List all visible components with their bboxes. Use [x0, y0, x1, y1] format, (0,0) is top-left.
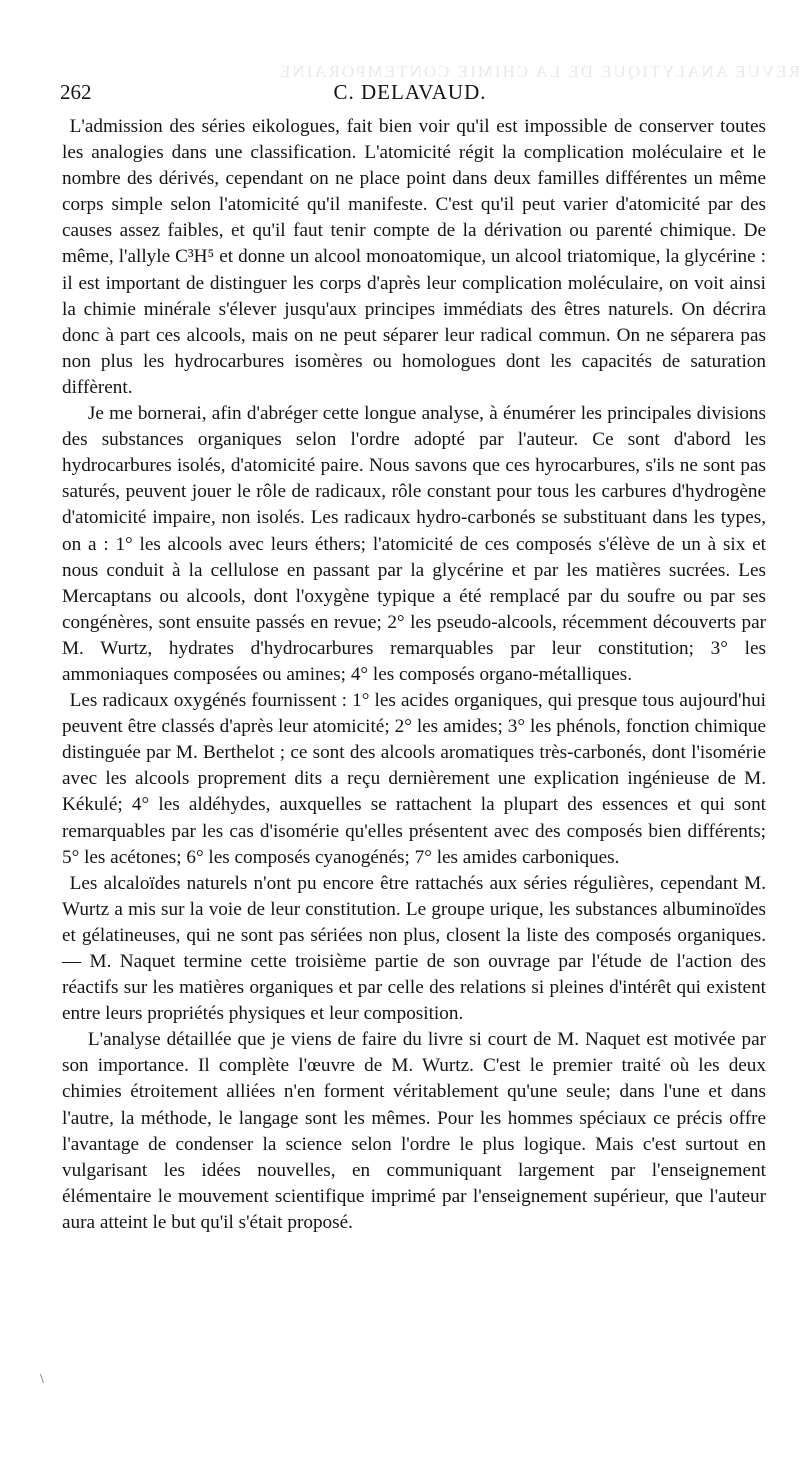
paragraph-4: Les alcaloïdes naturels n'ont pu encore être rattachés aux séries régulières, cependant M. Wurtz a mis sur la voie de leur constitution. Le groupe urique, les substances albuminoïdes et gélatineuses, qui ne sont pas sériées non plus, closent la liste des composés organiques. — M. Naquet termine cette troisième partie de son ouvrage par l'étude de l'action des réactifs sur les matières organiques et par celle des relations si pleines d'intérêt qui existent entre leurs propriétés physiques et leur composition. — [62, 872, 766, 1025]
paragraph-5: L'analyse détaillée que je viens de faire du livre si court de M. Naquet est motivée par son importance. Il complète l'œuvre de M. Wurtz. C'est le premier traité où les deux chimies étroitement alliées n'en forment véritablement qu'une seule; dans l'une et dans l'autre, la méthode, le langage sont les mêmes. Pour les hommes spéciaux ce précis offre l'avantage de condenser la science selon l'ordre le plus logique. Mais c'est surtout en vulgarisant les idées nouvelles, en communiquant largement par l'enseignement élémentaire le mouvement scientifique imprimé par l'enseignement supérieur, que l'auteur aura atteint le but qu'il s'était proposé. — [62, 1029, 766, 1233]
running-head: C. DELAVAUD. — [333, 80, 487, 104]
page-header — [60, 80, 760, 110]
page-number: 262 — [60, 80, 92, 104]
body-text — [62, 114, 766, 1236]
paragraph-3: Les radicaux oxygénés fournissent : 1° les acides organiques, qui presque tous aujourd'hui peuvent être classés d'après leur atomicité; 2° les amides; 3° les phénols, fonction chimique distinguée par M. Berthelot ; ce sont des alcools aromatiques très-carbonés, dont l'isomérie avec les alcools proprement dits a reçu dernièrement une explication ingénieuse de M. Kékulé; 4° les aldéhydes, auxquelles se rattachent la plupart des essences et qui sont remarquables par les cas d'isomérie qu'elles présentent avec des composés bien différents; 5° les acétones; 6° les composés cyanogénés; 7° les amides carboniques. — [62, 690, 766, 868]
paragraph-2: Je me bornerai, afin d'abréger cette longue analyse, à énumérer les principales divisions des substances organiques selon l'ordre adopté par l'auteur. Ce sont d'abord les hydrocarbures isolés, d'atomicité paire. Nous savons que ces hyrocarbures, s'ils ne sont pas saturés, peuvent jouer le rôle de radicaux, rôle constant pour tous les carbures d'hydrogène d'atomicité impaire, non isolés. Les radicaux hydro-carbonés se substituant dans les types, on a : 1° les alcools avec leurs éthers; l'atomicité de ces composés s'élève de un à six et nous conduit à la cellulose en passant par la glycérine et par les matières sucrées. Les Mercaptans ou alcools, dont l'oxygène typique a été remplacé par du soufre ou par ses congénères, sont ensuite passés en revue; 2° les pseudo-alcools, récemment découverts par M. Wurtz, hydrates d'hydrocarbures remarquables par leur constitution; 3° les ammoniaques composées ou amines; 4° les composés organo-métalliques. — [62, 403, 766, 685]
margin-mark: \ — [40, 1372, 44, 1387]
bleed-through-text: REVUE ANALYTIQUE DE LA CHIMIE CONTEMPORAINE — [277, 62, 800, 81]
paragraph-1: L'admission des séries eikologues, fait bien voir qu'il est impossible de conserver toutes les analogies dans une classification. L'atomicité régit la complication moléculaire et le nombre des dérivés, cependant on ne place point dans deux familles différentes un même corps simple selon l'atomicité qu'il manifeste. C'est qu'il peut varier d'atomicité par des causes assez faibles, et qu'il faut tenir compte de la dérivation ou parenté chimique. De même, l'allyle C³H⁵ et donne un alcool monoatomique, un alcool triatomique, la glycérine : il est important de distinguer les corps d'après leur complication moléculaire, on voit ainsi la chimie minérale s'élever jusqu'aux principes immédiats des êtres naturels. On décrira donc à part ces alcools, mais on ne peut séparer leur radical commun. On ne séparera pas non plus les hydrocarbures isomères ou homologues dont les capacités de saturation diffèrent. — [62, 116, 766, 398]
